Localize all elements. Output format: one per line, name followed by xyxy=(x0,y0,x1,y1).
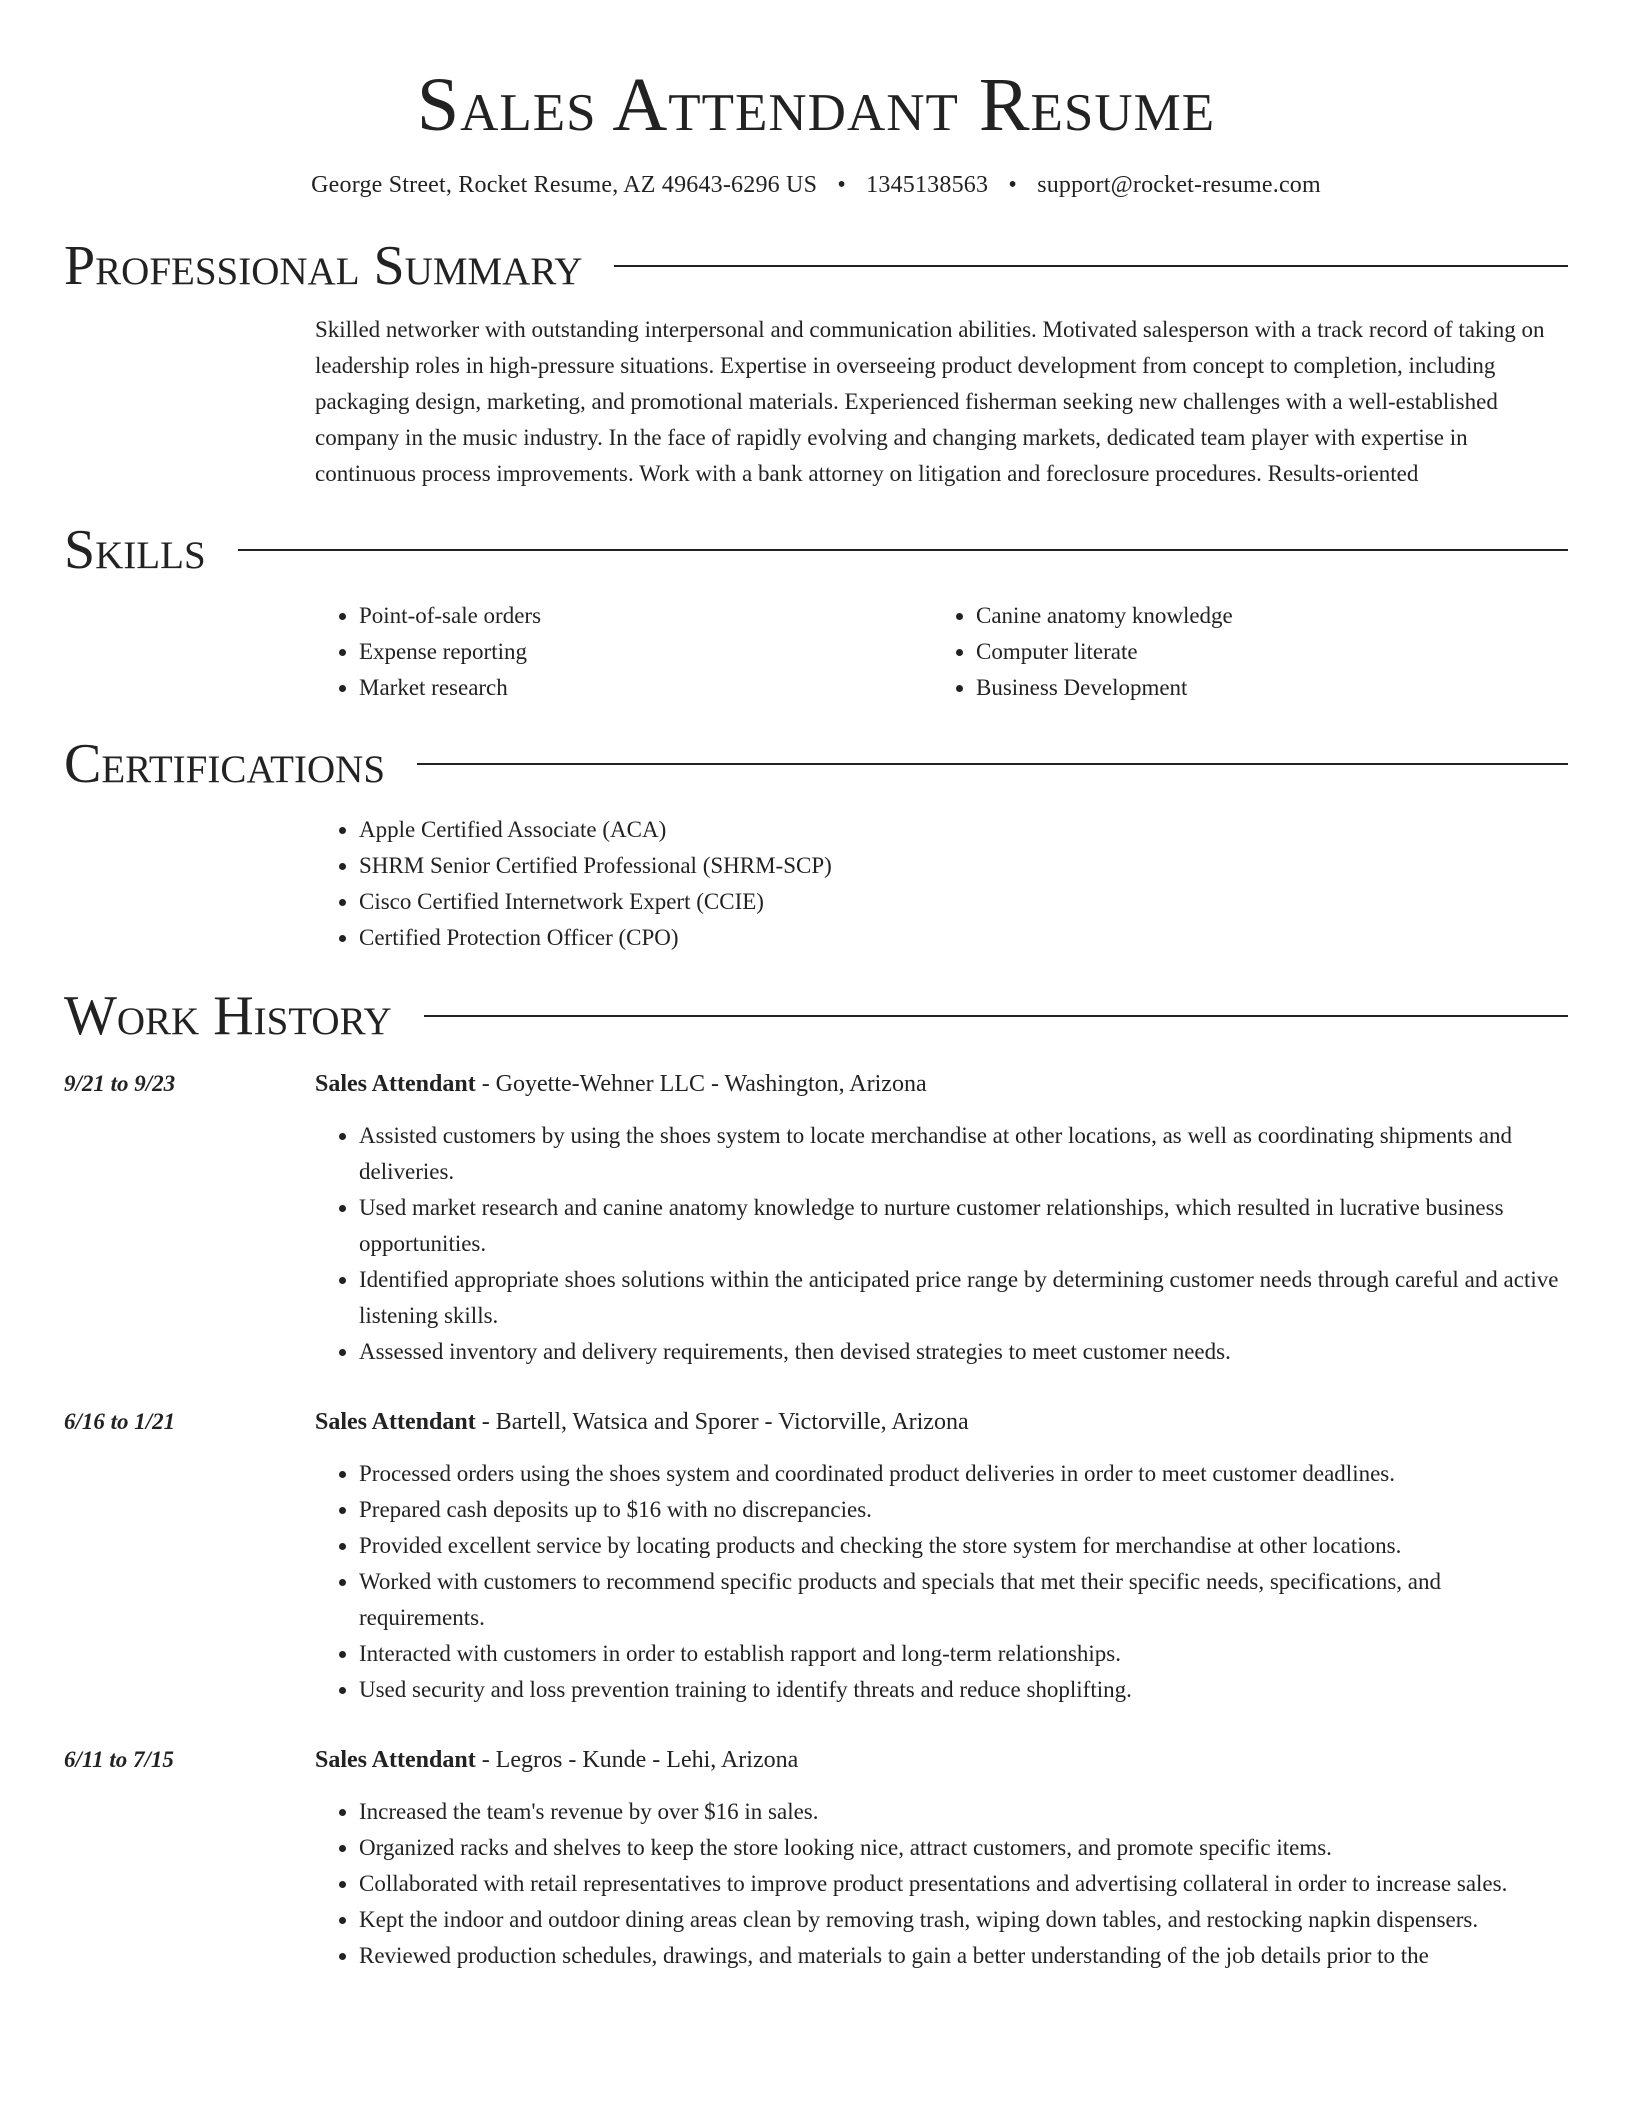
section-divider xyxy=(424,1015,1568,1017)
work-history-section xyxy=(64,984,1568,1974)
skills-heading-row xyxy=(64,518,1568,582)
contact-email: support@rocket-resume.com xyxy=(1037,172,1321,198)
skill-item: • Canine anatomy knowledge xyxy=(976,598,1549,634)
section-heading-work-history: Work History xyxy=(64,985,392,1047)
work-history-heading-row xyxy=(64,984,1568,1048)
job-employer-location: - Goyette-Wehner LLC - Washington, Arizona xyxy=(475,1071,927,1097)
certification-item: • Apple Certified Associate (ACA) xyxy=(359,812,1568,848)
job-duty: • Provided excellent service by locating products and checking the store system for merchandise at other locations. xyxy=(359,1528,1568,1564)
job-dates: 9/21 to 9/23 xyxy=(64,1071,176,1096)
skills-list-right xyxy=(932,598,1549,706)
skill-item: • Expense reporting xyxy=(359,634,932,670)
job-duty: • Processed orders using the shoes system and coordinated product deliveries in order to meet customer deadlines. xyxy=(359,1456,1568,1492)
job-title: Sales Attendant xyxy=(315,1747,476,1773)
job-main xyxy=(315,1404,1568,1708)
certifications-heading-row xyxy=(64,732,1568,796)
job-duty: • Organized racks and shelves to keep the store looking nice, attract customers, and promote specific items. xyxy=(359,1830,1568,1866)
skills-list-left xyxy=(315,598,932,706)
job-duty: • Interacted with customers in order to establish rapport and long-term relationships. xyxy=(359,1636,1568,1672)
job-title: Sales Attendant xyxy=(315,1071,476,1097)
skills-grid xyxy=(315,598,1568,706)
certifications-section xyxy=(64,732,1568,956)
job-header xyxy=(315,1404,1568,1440)
job-duty: • Reviewed production schedules, drawings, and materials to gain a better understanding of the job details prior to the xyxy=(359,1938,1568,1974)
certifications-body xyxy=(315,812,1568,956)
contact-phone: 1345138563 xyxy=(866,172,989,198)
job-entry xyxy=(64,1742,1568,1974)
contact-line xyxy=(64,170,1568,200)
summary-text: Skilled networker with outstanding interpersonal and communication abilities. Motivated salesperson with a track record of taking on leadership roles in high-pressure situations. Expertise in overseeing product development from concept to completion, including packaging design, marketing, and promotional materials. Experienced fisherman seeking new challenges with a well-established company in the music industry. In the face of rapidly evolving and changing markets, dedicated team player with expertise in continuous process improvements. Work with a bank attorney on litigation and foreclosure procedures. Results-oriented xyxy=(315,317,1545,486)
skills-column-right xyxy=(932,598,1549,706)
contact-address: George Street, Rocket Resume, AZ 49643-6296 US xyxy=(311,172,818,198)
skill-item: • Market research xyxy=(359,670,932,706)
certification-item: • SHRM Senior Certified Professional (SHRM-SCP) xyxy=(359,848,1568,884)
job-duty: • Prepared cash deposits up to $16 with no discrepancies. xyxy=(359,1492,1568,1528)
job-duty: • Increased the team's revenue by over $16 in sales. xyxy=(359,1794,1568,1830)
job-duty: • Kept the indoor and outdoor dining areas clean by removing trash, wiping down tables, and restocking napkin dispensers. xyxy=(359,1902,1568,1938)
skills-body xyxy=(315,598,1568,706)
job-dates: 6/11 to 7/15 xyxy=(64,1747,174,1772)
job-header xyxy=(315,1742,1568,1778)
job-dates: 6/16 to 1/21 xyxy=(64,1409,176,1434)
job-duties-list xyxy=(315,1794,1568,1974)
job-employer-location: - Legros - Kunde - Lehi, Arizona xyxy=(475,1747,799,1773)
summary-section xyxy=(64,234,1568,492)
job-main xyxy=(315,1742,1568,1974)
skill-item: • Computer literate xyxy=(976,634,1549,670)
job-header xyxy=(315,1066,1568,1102)
job-duty: • Used market research and canine anatomy knowledge to nurture customer relationships, which resulted in lucrative business opportunities. xyxy=(359,1190,1568,1262)
section-heading-certifications: Certifications xyxy=(64,733,386,795)
job-entry xyxy=(64,1404,1568,1708)
job-entry xyxy=(64,1066,1568,1370)
skills-section xyxy=(64,518,1568,706)
job-duty: • Assessed inventory and delivery requirements, then devised strategies to meet customer needs. xyxy=(359,1334,1568,1370)
job-duty: • Identified appropriate shoes solutions within the anticipated price range by determining customer needs through careful and active listening skills. xyxy=(359,1262,1568,1334)
job-duty: • Used security and loss prevention training to identify threats and reduce shoplifting. xyxy=(359,1672,1568,1708)
section-divider xyxy=(417,763,1568,765)
resume-page xyxy=(64,0,1568,1974)
certifications-list xyxy=(315,812,1568,956)
summary-body xyxy=(315,312,1568,492)
job-duty: • Collaborated with retail representatives to improve product presentations and advertising collateral in order to increase sales. xyxy=(359,1866,1568,1902)
section-divider xyxy=(238,549,1568,551)
job-duty: • Worked with customers to recommend specific products and specials that met their specific needs, specifications, and requirements. xyxy=(359,1564,1568,1636)
job-duties-list xyxy=(315,1118,1568,1370)
certification-item: • Certified Protection Officer (CPO) xyxy=(359,920,1568,956)
section-heading-skills: Skills xyxy=(64,519,206,581)
summary-heading-row xyxy=(64,234,1568,298)
skill-item: • Point-of-sale orders xyxy=(359,598,932,634)
certification-item: • Cisco Certified Internetwork Expert (CCIE) xyxy=(359,884,1568,920)
job-title: Sales Attendant xyxy=(315,1409,476,1435)
job-employer-location: - Bartell, Watsica and Sporer - Victorville, Arizona xyxy=(475,1409,969,1435)
document-title: Sales Attendant Resume xyxy=(416,63,1216,147)
skill-item: • Business Development xyxy=(976,670,1549,706)
contact-separator: • xyxy=(837,172,846,198)
contact-separator: • xyxy=(1008,172,1017,198)
job-duties-list xyxy=(315,1456,1568,1708)
section-heading-summary: Professional Summary xyxy=(64,235,583,297)
job-duty: • Assisted customers by using the shoes system to locate merchandise at other locations, as well as coordinating shipments and deliveries. xyxy=(359,1118,1568,1190)
skills-column-left xyxy=(315,598,932,706)
section-divider xyxy=(614,265,1568,267)
job-main xyxy=(315,1066,1568,1370)
